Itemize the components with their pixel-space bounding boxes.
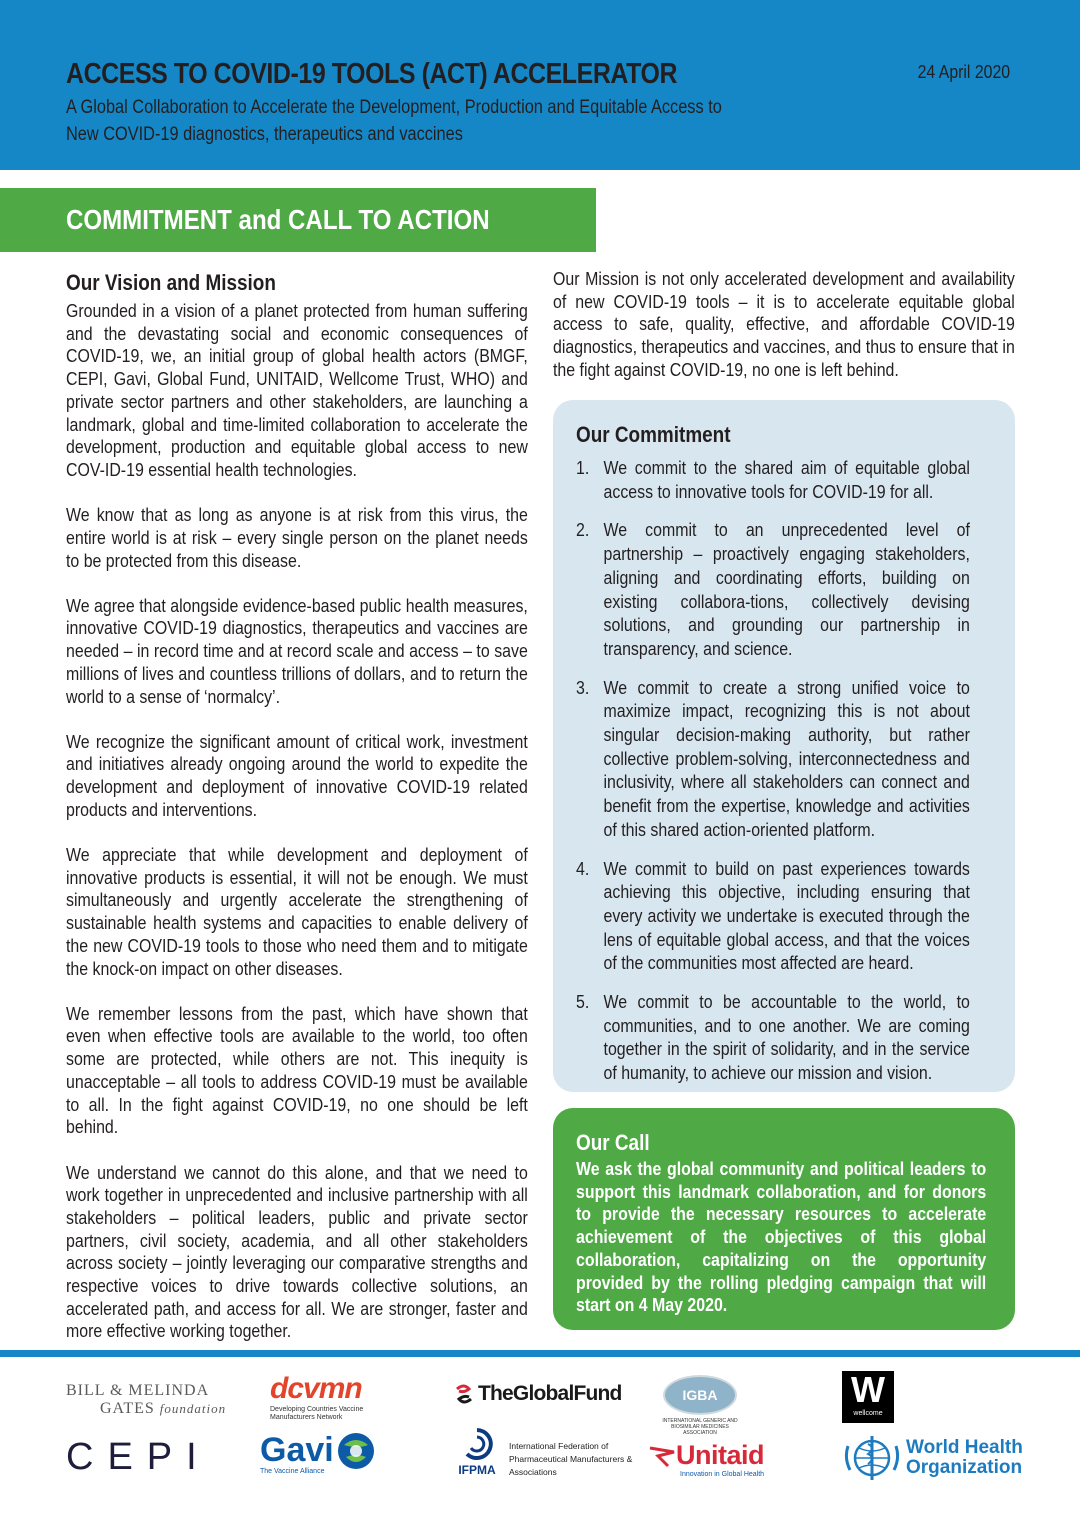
commitment-number: 4. — [576, 857, 590, 879]
commitment-number: 1. — [576, 457, 590, 478]
ifpma-logo — [453, 1428, 634, 1479]
commitment-content — [576, 420, 970, 1100]
unitaid-logo — [648, 1440, 764, 1478]
mission-paragraph: Our Mission is not only accelerated development and availability of new COVID-19 tools – it is to accelerate equitable global access to safe, quality, effective, and affordable COVID-19 diagnostics, therapeutics and vaccines, and thus to ensure that in the fight against COVID-19, no one is left behind. — [553, 268, 1015, 380]
igba-logo — [655, 1375, 745, 1436]
document-date: 24 April 2020 — [917, 62, 1010, 82]
vision-heading: Our Vision and Mission — [66, 270, 276, 295]
unitaid-subtitle: Innovation in Global Health — [680, 1471, 765, 1478]
gates-foundation-logo — [66, 1382, 226, 1418]
vision-column — [66, 268, 528, 1366]
commitment-text: We commit to the shared aim of equitable global access to innovative tools for COVID-19 for all. — [603, 457, 970, 502]
gavi-wordmark: Gavi — [260, 1431, 334, 1469]
vision-paragraph: We remember lessons from the past, which have shown that even when effective tools are available to the world, too often some are protected, while others are not. This inequity is unacceptable – all tools to address COVID-19 must be available to all. In the fight against COVID-19, no one should be left behind. — [66, 1002, 528, 1138]
dcvmn-mark: dcvmn — [270, 1372, 362, 1405]
global-fund-wordmark: TheGlobalFund — [478, 1382, 622, 1405]
commitment-number: 3. — [576, 676, 590, 698]
section-band-title: COMMITMENT and CALL TO ACTION — [66, 204, 490, 235]
call-content — [576, 1128, 986, 1317]
vision-paragraph: We know that as long as anyone is at risk from this virus, the entire world is at risk – every single person on the planet needs to be protected from this disease. — [66, 504, 528, 571]
who-wordmark-line2: Organization — [906, 1457, 1023, 1478]
commitment-item — [576, 518, 970, 660]
vision-paragraph: We recognize the significant amount of critical work, investment and initiatives already ongoing around the world to expedite the development and deployment of innovative COVID-19 related products and interventions. — [66, 730, 528, 820]
ifpma-wordmark: IFPMA — [458, 1463, 496, 1477]
igba-subtitle: INTERNATIONAL GENERIC AND BIOSIMILAR MEDICINES ASSOCIATION — [662, 1418, 738, 1436]
cepi-logo: CEPI — [66, 1436, 211, 1478]
globe-icon — [336, 1431, 376, 1471]
igba-mark: IGBA — [663, 1375, 737, 1415]
unitaid-wordmark: Unitaid — [676, 1440, 764, 1470]
gavi-logo — [260, 1432, 376, 1475]
who-wordmark-line1: World Health — [906, 1437, 1023, 1458]
gates-logo-line2: GATES — [100, 1400, 155, 1417]
vision-paragraph: We appreciate that while development and deployment of innovative products is essential, it will not be enough. We must simultaneously and urgently accelerate the strengthening of sustainable health systems and capacities to enable delivery of the new COVID-19 tools to those who need them and to mitigate the knock-on impact on other diseases. — [66, 844, 528, 979]
wellcome-wordmark: wellcome — [853, 1410, 883, 1417]
commitment-item — [576, 990, 970, 1085]
commitment-text: We commit to create a strong unified voice to maximize impact, recognizing this is not about singular decision-making authority, but rather collective problem-solving, interconnectedness and inclusivity, where all stakeholders can connect and benefit from the expertise, knowledge and activities of this shared action-oriented platform. — [603, 676, 970, 840]
commitment-item — [576, 456, 970, 503]
global-fund-mark-icon — [453, 1383, 475, 1405]
vision-paragraph: We agree that alongside evidence-based public health measures, innovative COVID-19 diagnostics, therapeutics and vaccines are needed – in record time and at record scale and access – to save millions of lives and countless trillions of dollars, and to return the world to a sense of ‘normalcy’. — [66, 594, 528, 707]
gavi-subtitle: The Vaccine Alliance — [260, 1468, 325, 1475]
commitment-text: We commit to be accountable to the world, to communities, and to one another. We are coming together in the spirit of solidarity, and in the service of humanity, to achieve our mission and vision. — [603, 991, 970, 1084]
mission-column — [553, 268, 1015, 382]
unitaid-swoosh-icon — [648, 1444, 676, 1468]
commitment-list — [576, 456, 970, 1085]
call-text: We ask the global community and political leaders to support this landmark collaboration, and for donors to provide the necessary resources to accelerate achievement of the objectives of this global collaboration, capitalizing on the opportunity provided by the rolling pledging campaign that will start on 4 May 2020. — [576, 1158, 987, 1316]
commitment-item — [576, 676, 970, 842]
document-subtitle: A Global Collaboration to Accelerate the Development, Production and Equitable Access to New COVID-19 diagnostics, therapeutics and vaccines — [66, 97, 722, 145]
ifpma-text: International Federation of Pharmaceutical Manufacturers & Associations — [509, 1441, 633, 1477]
commitment-item — [576, 857, 970, 976]
dcvmn-subtitle: Developing Countries Vaccine Manufacturers Network — [270, 1406, 364, 1421]
gates-logo-line1: BILL & MELINDA — [66, 1382, 210, 1399]
footer-rule — [0, 1350, 1080, 1357]
gates-logo-suffix: foundation — [159, 1401, 227, 1416]
dcvmn-logo — [270, 1372, 380, 1422]
commitment-text: We commit to build on past experiences towards achieving this objective, including ensuring that every activity we undertake is executed through the lens of equitable global access, and that the voices of the communities most affected are heard. — [603, 857, 970, 974]
commitment-text: We commit to an unprecedented level of partnership – proactively engaging stakeholders, aligning and coordinating efforts, building on existing collabora-tions, collectively devising solutions, and grounding our partnership in transparency, and science. — [603, 519, 970, 659]
wellcome-mark: W — [851, 1369, 885, 1410]
vision-paragraph: We understand we cannot do this alone, and that we need to work together in unprecedented and inclusive partnership with all stakeholders – political leaders, public and private sector partners, civil society, academia, and all other stakeholders across society – jointly leveraging our comparative strengths and respective voices to drive towards collective solutions, an accelerated path, and access for all. We are stronger, faster and more effective working together. — [66, 1161, 528, 1342]
commitment-number: 2. — [576, 519, 590, 541]
commitment-number: 5. — [576, 991, 590, 1013]
document-title: ACCESS TO COVID-19 TOOLS (ACT) ACCELERATOR — [66, 58, 678, 90]
ifpma-mark-icon — [461, 1428, 493, 1460]
global-fund-logo — [453, 1382, 622, 1406]
commitment-heading: Our Commitment — [576, 422, 731, 447]
call-heading: Our Call — [576, 1130, 650, 1155]
wellcome-logo — [842, 1371, 894, 1423]
who-emblem-icon — [842, 1432, 902, 1484]
who-logo — [842, 1432, 1023, 1484]
vision-paragraph: Grounded in a vision of a planet protected from human suffering and the devastating social and economic consequences of COVID-19, we, an initial group of global health actors (BMGF, CEPI, Gavi, Global Fund, UNITAID, Wellcome Trust, WHO) and private sector partners and other stakeholders, are launching a landmark, global and time-limited collaboration to accelerate the development, production and equitable global access to new COV-ID-19 essential health technologies. — [66, 300, 528, 480]
